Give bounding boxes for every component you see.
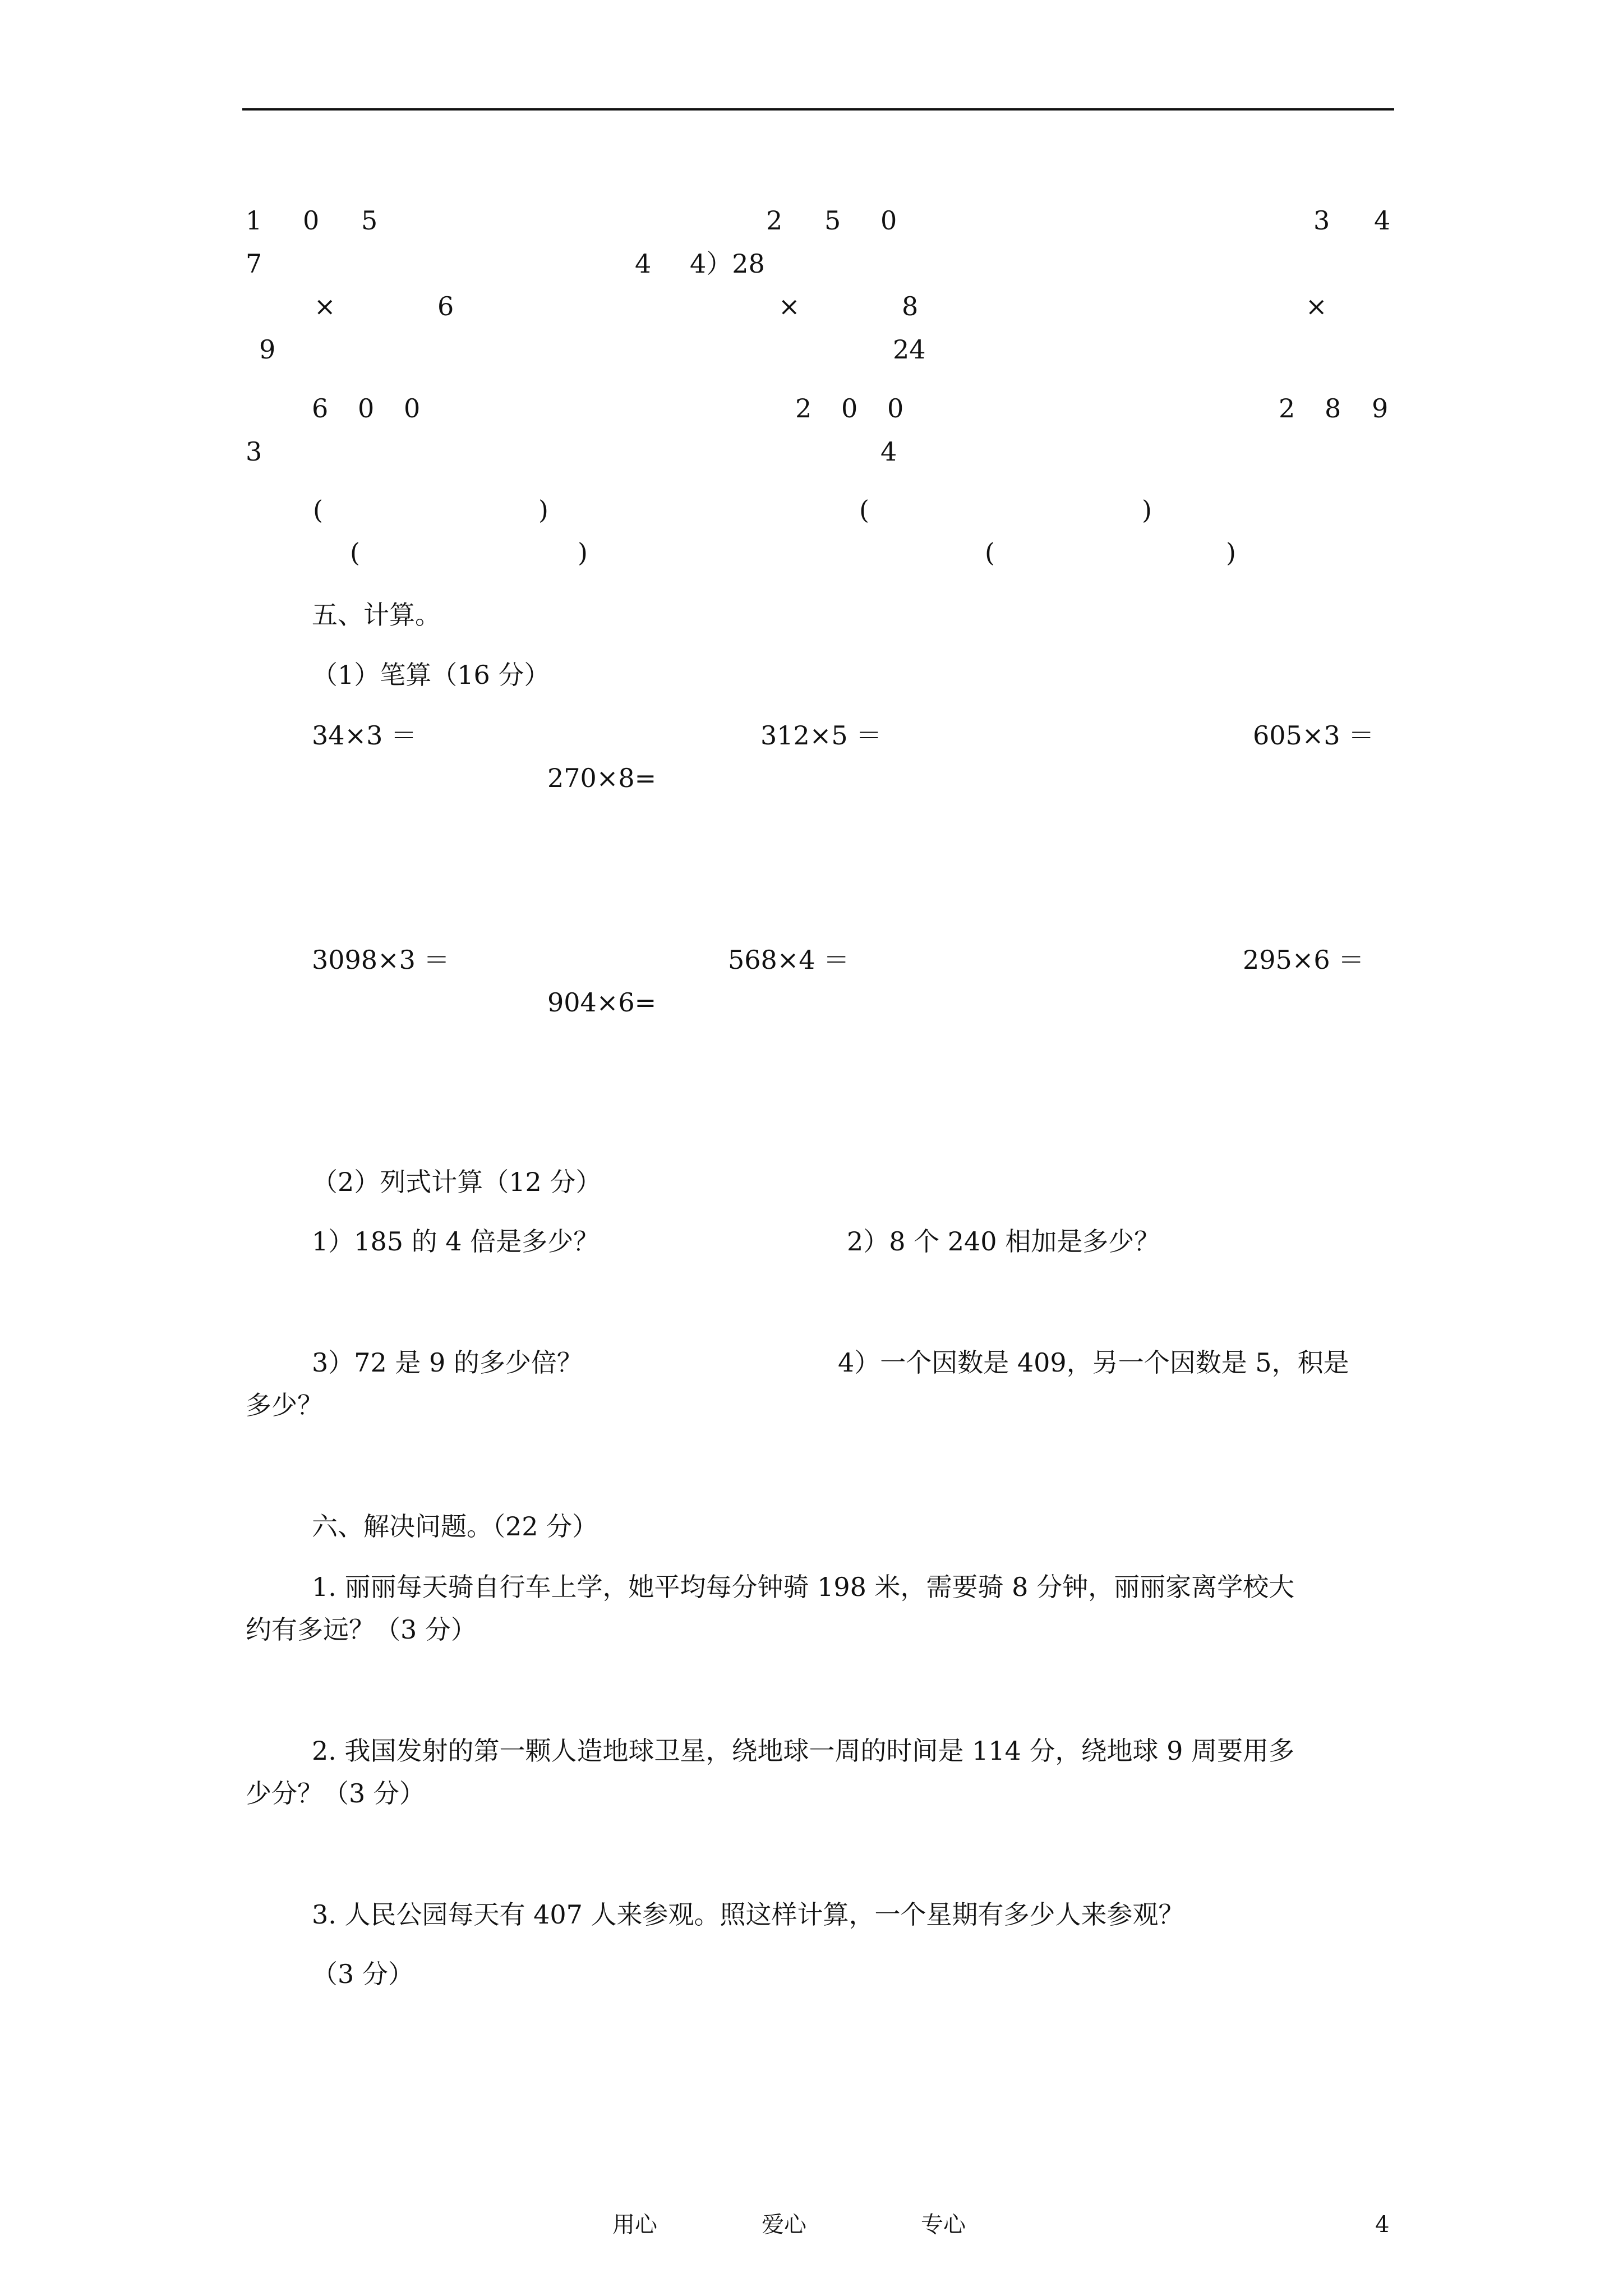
times-sign: × xyxy=(778,291,800,321)
digit: 6 xyxy=(312,393,329,424)
digit: 0 xyxy=(887,393,904,424)
digit: 9 xyxy=(1372,393,1389,424)
digit: 0 xyxy=(404,393,421,424)
paren-open: ( xyxy=(350,537,360,568)
subsection-title: （2）列式计算（12 分） xyxy=(312,1167,602,1197)
word-problem: 1. 丽丽每天骑自行车上学，她平均每分钟骑 198 米，需要骑 8 分钟，丽丽家离学校大 xyxy=(312,1572,1295,1602)
header-rule xyxy=(242,108,1394,111)
digit: 8 xyxy=(1325,393,1341,424)
digit: 7 xyxy=(246,249,262,279)
digit: 4 xyxy=(1374,205,1391,236)
paren-close: ) xyxy=(538,495,548,525)
digit: 5 xyxy=(824,205,841,236)
problem: 904×6= xyxy=(547,987,657,1018)
digit: 6 xyxy=(437,291,454,321)
digit: 4 xyxy=(880,436,897,467)
paren-open: ( xyxy=(859,495,869,525)
paren-close: ) xyxy=(1142,495,1152,525)
footer-item: 专心 xyxy=(921,2212,966,2238)
digit: 4 xyxy=(635,249,652,279)
times-sign: × xyxy=(314,291,336,321)
paren-close: ) xyxy=(1226,537,1236,568)
subsection-title: （1）笔算（16 分） xyxy=(312,660,550,690)
digit: 9 xyxy=(259,334,276,365)
problem: 295×6 ＝ xyxy=(1243,945,1364,975)
digit: 4）28 xyxy=(690,249,765,279)
section-title: 五、计算。 xyxy=(312,600,441,630)
question: 1）185 的 4 倍是多少？ xyxy=(312,1226,600,1257)
word-problem-continued: 少分？（3 分） xyxy=(246,1778,425,1809)
problem: 568×4 ＝ xyxy=(728,945,850,975)
paren-close: ) xyxy=(578,537,588,568)
problem: 34×3 ＝ xyxy=(312,720,417,751)
section-title: 六、解决问题。（22 分） xyxy=(312,1511,598,1542)
footer-item: 用心 xyxy=(612,2212,657,2238)
digit: 2 xyxy=(766,205,783,236)
digit: 1 xyxy=(246,205,262,236)
digit: 5 xyxy=(361,205,378,236)
word-problem: 3. 人民公园每天有 407 人来参观。照这样计算，一个星期有多少人来参观？ xyxy=(312,1899,1184,1930)
digit: 3 xyxy=(1313,205,1330,236)
word-problem-continued: （3 分） xyxy=(312,1959,414,1989)
problem: 312×5 ＝ xyxy=(760,720,882,751)
paren-open: ( xyxy=(985,537,995,568)
digit: 0 xyxy=(358,393,375,424)
digit: 2 xyxy=(795,393,812,424)
word-problem: 2. 我国发射的第一颗人造地球卫星，绕地球一周的时间是 114 分，绕地球 9 周要用多 xyxy=(312,1736,1295,1766)
digit: 0 xyxy=(841,393,858,424)
digit: 0 xyxy=(303,205,320,236)
paren-open: ( xyxy=(313,495,323,525)
digit: 3 xyxy=(246,436,262,467)
digit: 24 xyxy=(893,334,926,365)
word-problem-continued: 约有多远？（3 分） xyxy=(246,1614,477,1645)
question: 4）一个因数是 409，另一个因数是 5，积是 xyxy=(838,1347,1349,1378)
problem: 605×3 ＝ xyxy=(1253,720,1375,751)
page-number: 4 xyxy=(1375,2212,1390,2238)
digit: 0 xyxy=(880,205,897,236)
question: 3）72 是 9 的多少倍？ xyxy=(312,1347,583,1378)
problem: 270×8= xyxy=(547,763,657,793)
digit: 8 xyxy=(902,291,919,321)
times-sign: × xyxy=(1306,291,1327,321)
footer-item: 爱心 xyxy=(762,2212,806,2238)
problem: 3098×3 ＝ xyxy=(312,945,450,975)
digit: 2 xyxy=(1279,393,1295,424)
question-continued: 多少？ xyxy=(246,1390,323,1420)
question: 2）8 个 240 相加是多少？ xyxy=(847,1226,1160,1257)
